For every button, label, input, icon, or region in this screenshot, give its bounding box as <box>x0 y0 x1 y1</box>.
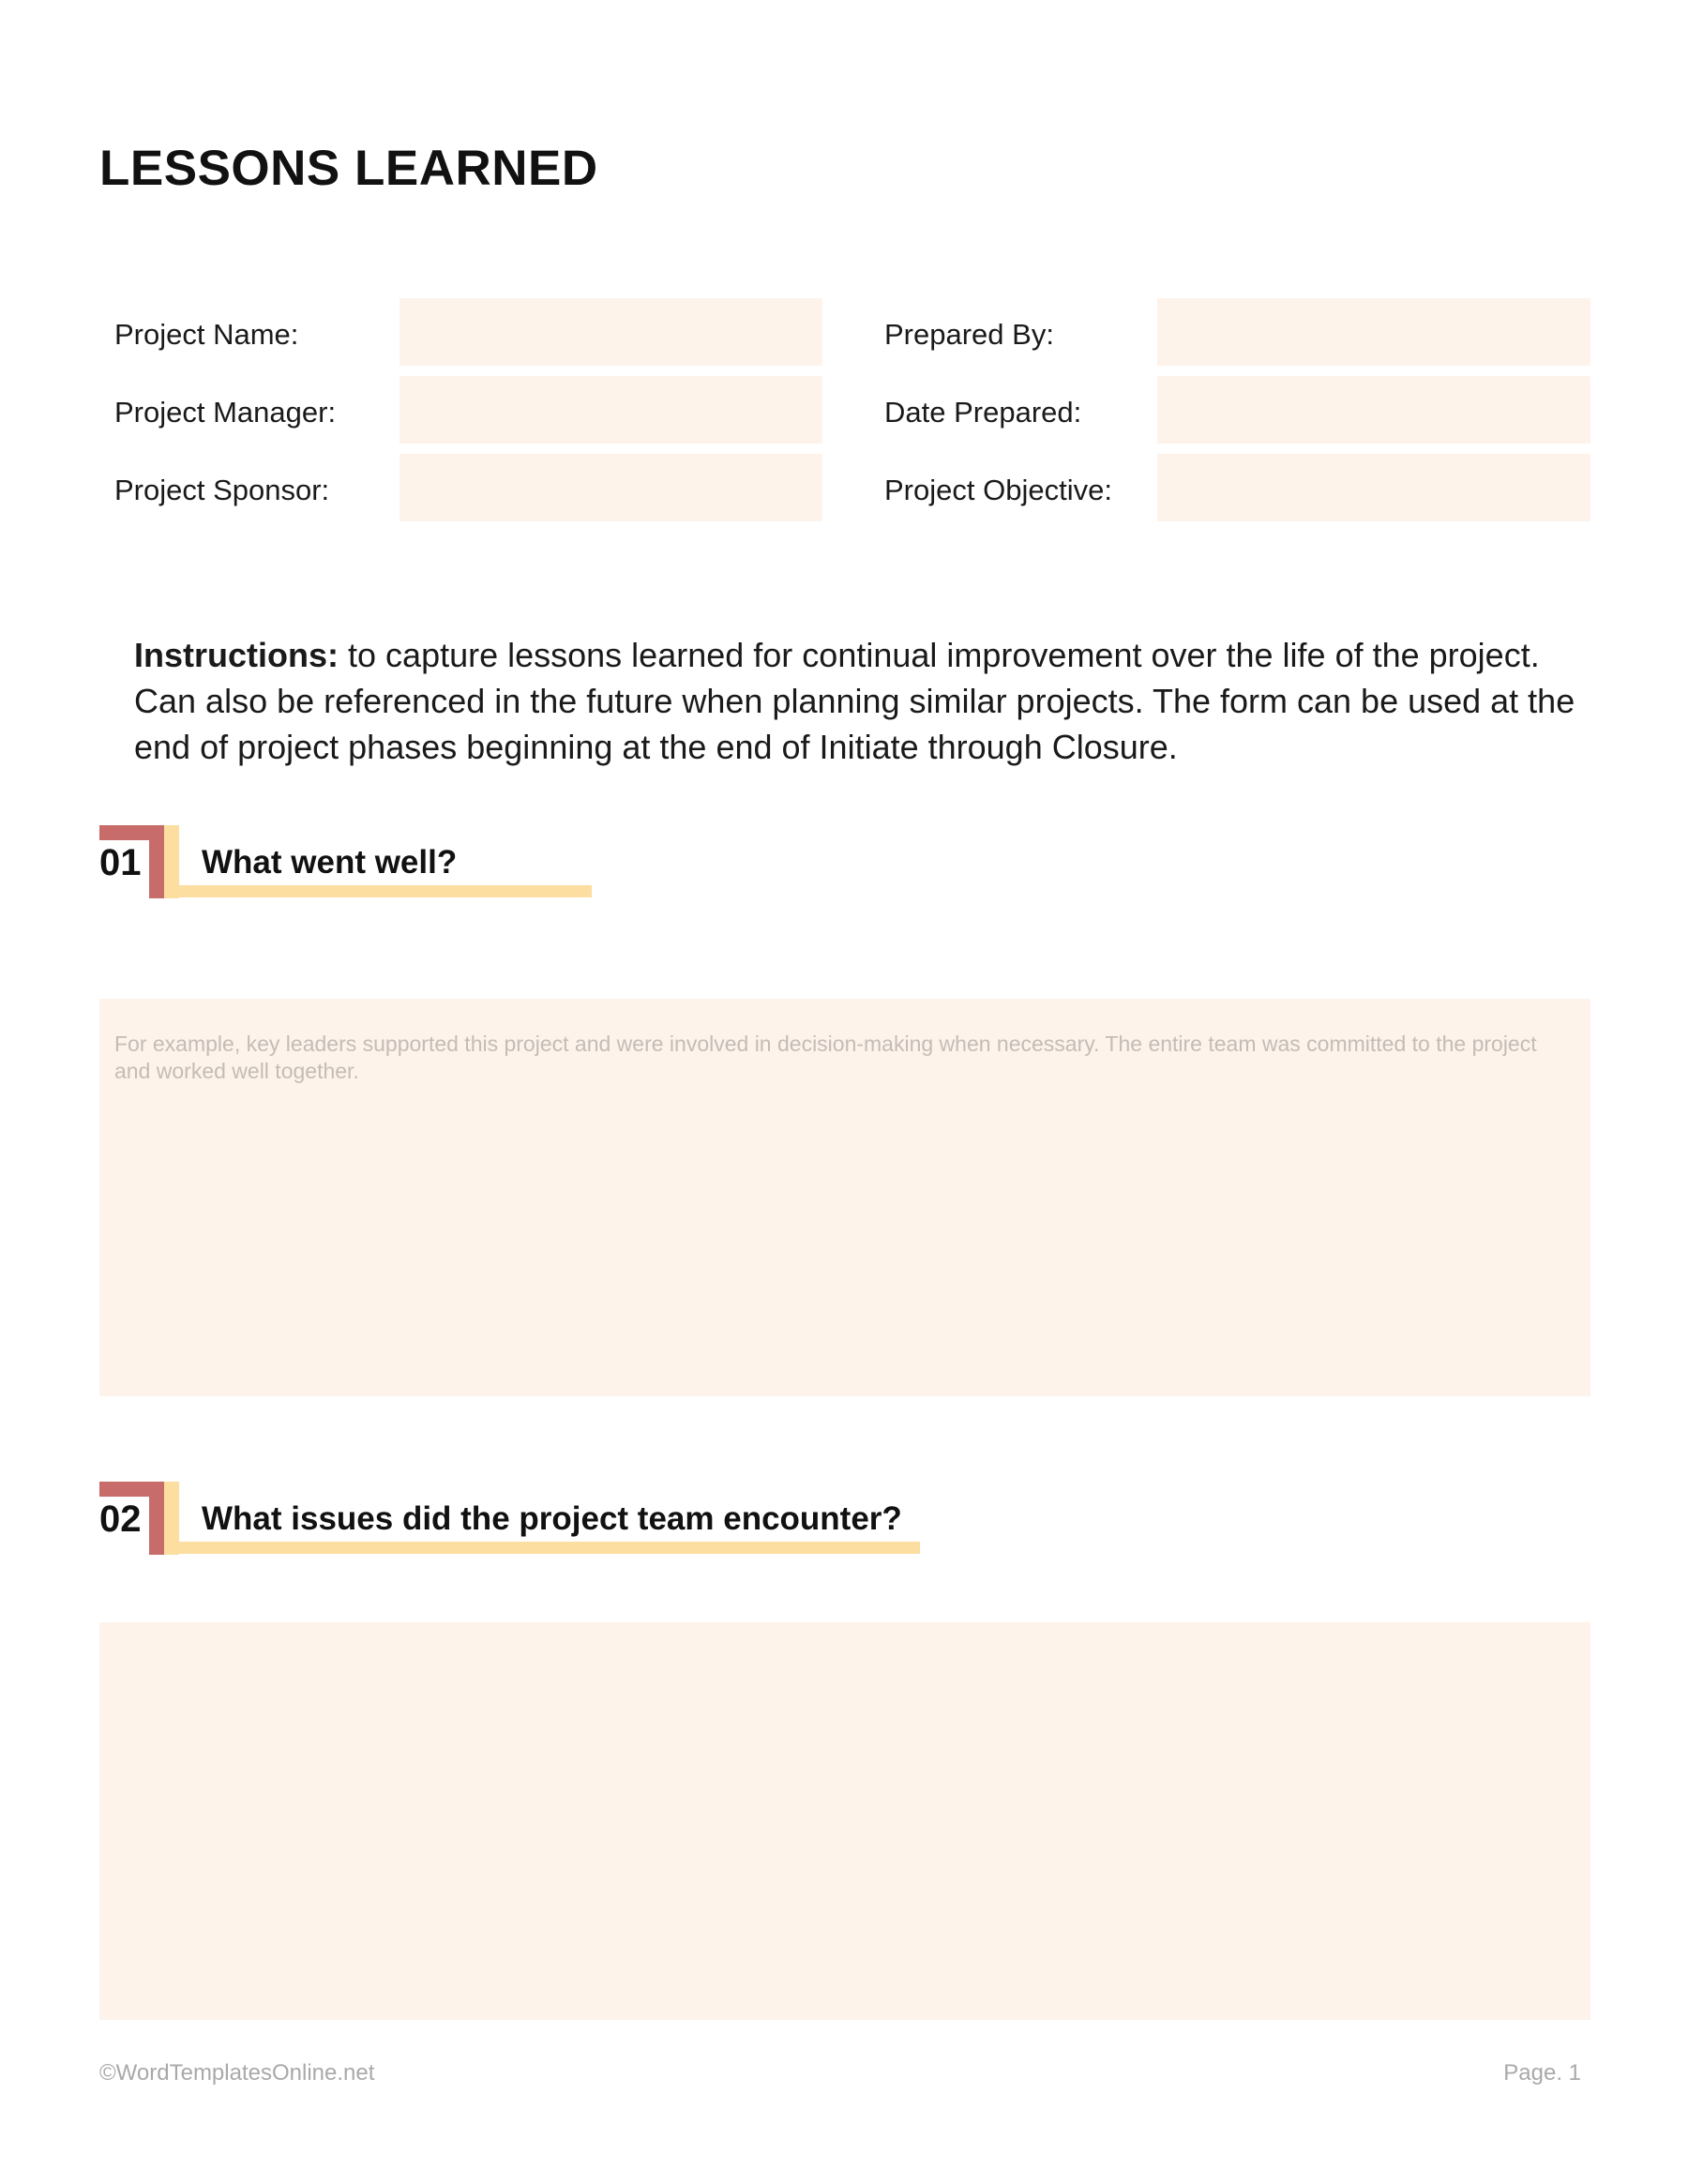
project-name-label: Project Name: <box>114 318 299 351</box>
project-sponsor-field[interactable] <box>399 454 822 521</box>
section-02-answer-box[interactable] <box>99 1622 1590 2020</box>
page-title: LESSONS LEARNED <box>99 141 598 196</box>
project-objective-field[interactable] <box>1157 454 1590 521</box>
project-sponsor-label: Project Sponsor: <box>114 474 330 506</box>
instructions-label: Instructions: <box>134 636 339 674</box>
footer-copyright: ©WordTemplatesOnline.net <box>99 2060 375 2086</box>
instructions-text: to capture lessons learned for continual improvement over the life of the project. Can also be referenced in the future when planning similar projects. The form can be used at the end of project phases beginning at the end of Initiate through Closure. <box>134 636 1575 766</box>
section-01-placeholder: For example, key leaders supported this project and were involved in decision-making when necessary. The entire team was committed to the project and worked well together. <box>114 1032 1537 1083</box>
section-01-number: 01 <box>99 842 142 883</box>
section-02-accent-red <box>149 1482 164 1555</box>
prepared-by-label: Prepared By: <box>884 318 1054 351</box>
date-prepared-field[interactable] <box>1157 376 1590 444</box>
section-01-answer-box[interactable] <box>99 999 1590 1396</box>
project-objective-label: Project Objective: <box>884 474 1112 506</box>
section-02-underline <box>164 1542 920 1554</box>
section-02-title: What issues did the project team encounter? <box>202 1500 902 1537</box>
project-manager-label: Project Manager: <box>114 396 337 429</box>
project-manager-field[interactable] <box>399 376 822 444</box>
section-01-title: What went well? <box>202 844 458 881</box>
date-prepared-label: Date Prepared: <box>884 396 1082 429</box>
section-01-accent-red <box>149 825 164 898</box>
footer-page-number: Page. 1 <box>1503 2060 1581 2086</box>
prepared-by-field[interactable] <box>1157 298 1590 366</box>
section-01-underline <box>164 885 592 897</box>
section-02-number: 02 <box>99 1499 142 1540</box>
instructions-paragraph <box>134 632 1597 770</box>
project-name-field[interactable] <box>399 298 822 366</box>
